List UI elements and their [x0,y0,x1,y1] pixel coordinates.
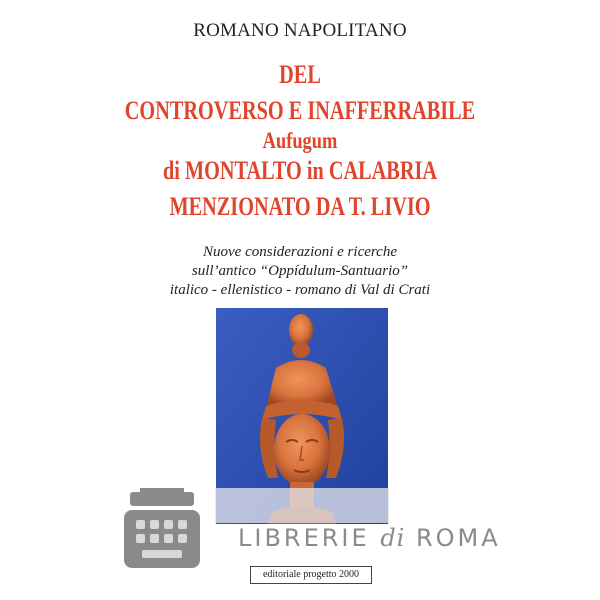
title-line-5: MENZIONATO DA T. LIVIO [169,192,431,221]
watermark-text-librerie: LIBRERIE [238,524,381,552]
subtitle-line-3: italico - ellenistico - romano di Val di Crati [169,282,431,298]
subtitle-line-1: Nuove considerazioni e ricerche [203,244,397,260]
publisher-label: editoriale progetto 2000 [250,566,372,584]
title-line-1: DEL [279,60,321,89]
title-line-3: Aufugum [262,128,338,153]
watermark-text [238,524,501,552]
author-name: ROMANO NAPOLITANO [193,20,407,41]
watermark-text-roma: ROMA [405,524,501,552]
title-line-4: di MONTALTO in CALABRIA [162,156,438,185]
typewriter-icon [122,488,202,576]
watermark-text-di: di [380,524,406,552]
subtitle-line-2: sull’antico “Oppídulum-Santuario” [191,263,409,279]
watermark-band [215,488,389,523]
title-line-2: CONTROVERSO E INAFFERRABILE [124,96,476,125]
